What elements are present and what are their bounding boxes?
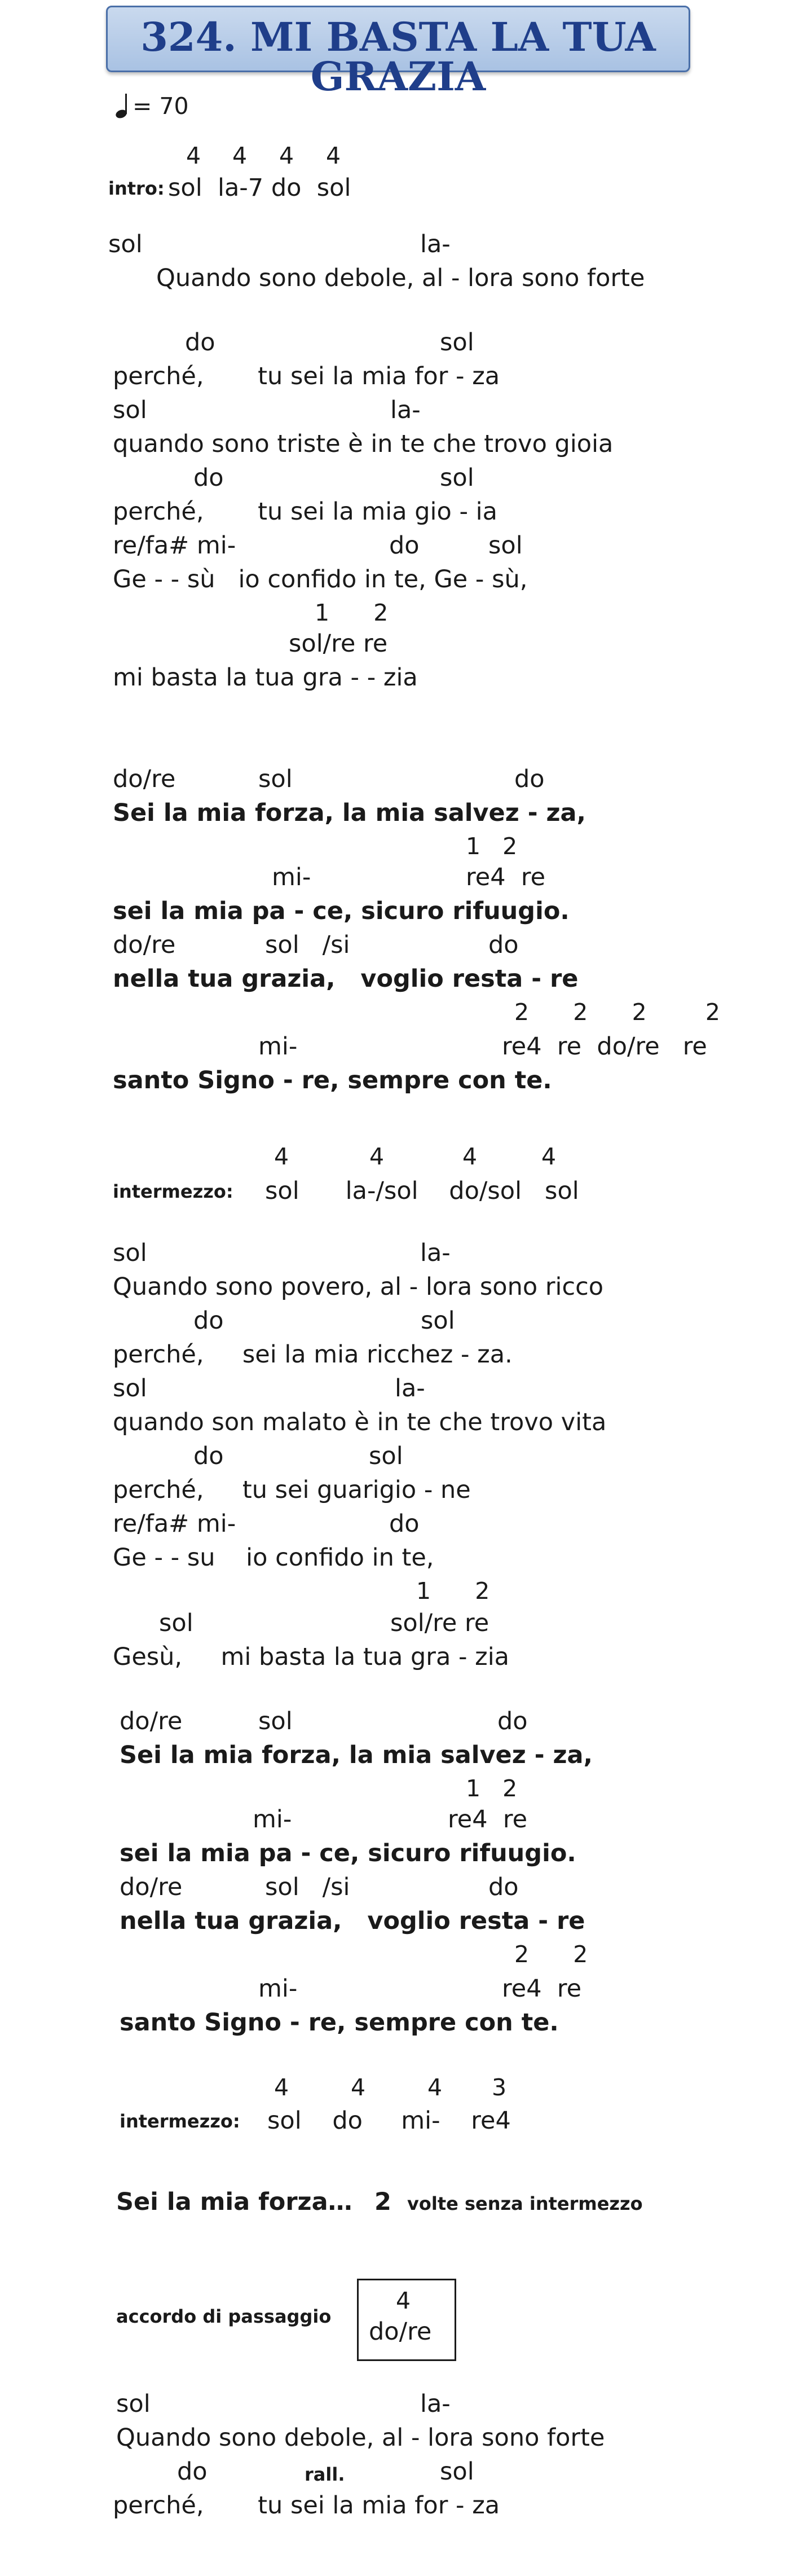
- chord: sol: [440, 328, 474, 357]
- chord: re/fa# mi-: [113, 1510, 236, 1538]
- rall-marking: rall.: [305, 2464, 345, 2485]
- lyric-line: Quando sono debole, al - lora sono forte: [116, 2424, 605, 2452]
- intermezzo-label: intermezzo:: [113, 1181, 233, 1202]
- title-banner: [106, 6, 690, 100]
- intro-beat-2: 4: [232, 142, 248, 169]
- chord: re/fa# mi-: [113, 531, 236, 560]
- chorus-line: Sei la mia forza, la mia salvez - za,: [120, 1741, 593, 1769]
- beat-count: 2 2 2 2: [514, 999, 720, 1026]
- chord: do/re: [120, 1873, 183, 1901]
- chord: sol: [258, 765, 293, 793]
- chord: la-: [420, 1239, 451, 1267]
- chord: sol/re re: [390, 1609, 489, 1637]
- chord: re4 re: [502, 1975, 582, 2003]
- intermezzo-chords: sol la-/sol do/sol sol: [265, 1177, 579, 1205]
- chorus-line: Sei la mia forza, la mia salvez - za,: [113, 799, 586, 827]
- lyric-line: perché, tu sei la mia for - za: [113, 2491, 500, 2520]
- inter2-beat-3: 4: [427, 2074, 443, 2101]
- inter1-beat-2: 4: [369, 1143, 385, 1170]
- lyric-line: perché, tu sei guarigio - ne: [113, 1476, 471, 1504]
- inter2-beat-2: 4: [351, 2074, 366, 2101]
- lyric-line: Quando sono povero, al - lora sono ricco: [113, 1273, 604, 1301]
- beat-count: 1 2: [315, 599, 389, 626]
- chord: do: [514, 765, 545, 793]
- intro-label: intro:: [108, 178, 165, 199]
- beat-count: 2 2: [514, 1941, 588, 1968]
- chord: do: [497, 1707, 528, 1735]
- chord: sol: [440, 2458, 474, 2486]
- chord: re4 re: [448, 1805, 528, 1834]
- chorus-line: sei la mia pa - ce, sicuro rifuugio.: [113, 897, 570, 925]
- chord: do: [389, 1510, 420, 1538]
- chord: do/re: [113, 765, 176, 793]
- chord: do/re: [113, 931, 176, 959]
- chord: do: [177, 2458, 208, 2486]
- chord: re4 re: [466, 863, 546, 891]
- intermezzo-label: intermezzo:: [120, 2111, 240, 2132]
- chord: la-: [395, 1374, 425, 1403]
- inter2-beat-1: 4: [274, 2074, 289, 2101]
- chord: sol: [440, 464, 474, 492]
- inter1-beat-4: 4: [541, 1143, 557, 1170]
- inter1-beat-1: 4: [274, 1143, 289, 1170]
- lyric-line: perché, tu sei la mia for - za: [113, 362, 500, 390]
- intro-chords: sol la-7 do sol: [168, 174, 351, 202]
- beat-count: 1 2: [466, 833, 518, 860]
- chord: sol /si: [265, 1873, 350, 1901]
- chord: mi-: [258, 1032, 298, 1061]
- chord: mi-: [272, 863, 311, 891]
- repeat-note: volte senza intermezzo: [407, 2193, 643, 2214]
- chord: sol: [159, 1609, 193, 1637]
- chord: sol/re re: [289, 630, 388, 658]
- chord: re4 re do/re re: [502, 1032, 707, 1061]
- chord: sol: [113, 1239, 147, 1267]
- chord: la-: [420, 230, 451, 258]
- intro-beat-4: 4: [326, 142, 341, 169]
- chord: do: [193, 464, 224, 492]
- chord: sol: [113, 1374, 147, 1403]
- chord: la-: [390, 396, 421, 424]
- lyric-line: perché, sei la mia ricchez - za.: [113, 1340, 513, 1369]
- lyric-line: Ge - - su io confido in te,: [113, 1544, 434, 1572]
- chord: mi-: [253, 1805, 292, 1834]
- chord: do: [389, 531, 420, 560]
- chord: sol: [113, 396, 147, 424]
- chorus-line: sei la mia pa - ce, sicuro rifuugio.: [120, 1839, 576, 1867]
- song-title: 324. MI BASTA LA TUA GRAZIA: [140, 14, 656, 100]
- lyric-line: Ge - - sù io confido in te, Ge - sù,: [113, 565, 528, 594]
- lyric-line: mi basta la tua gra - - zia: [113, 663, 418, 692]
- chord: do/re: [120, 1707, 183, 1735]
- chord: sol: [369, 1442, 403, 1470]
- lyric-line: quando sono triste è in te che trovo gioia: [113, 430, 614, 458]
- chord: sol: [108, 230, 143, 258]
- chord: sol: [116, 2390, 151, 2418]
- repeat-count: 2: [374, 2188, 391, 2216]
- beat-count: 1 2: [416, 1577, 490, 1604]
- chord: do: [193, 1307, 224, 1335]
- chord: mi-: [258, 1975, 298, 2003]
- chorus-line: santo Signo - re, sempre con te.: [113, 1066, 552, 1094]
- inter1-beat-3: 4: [462, 1143, 478, 1170]
- intermezzo-chords: sol do mi- re4: [267, 2107, 511, 2135]
- lyric-line: quando son malato è in te che trovo vita: [113, 1408, 607, 1436]
- intro-beat-1: 4: [186, 142, 201, 169]
- intro-beat-3: 4: [279, 142, 294, 169]
- lyric-line: Gesù, mi basta la tua gra - zia: [113, 1643, 510, 1671]
- chorus-line: nella tua grazia, voglio resta - re: [113, 965, 579, 993]
- chord: la-: [420, 2390, 451, 2418]
- chord: sol /si: [265, 931, 350, 959]
- chord: sol: [258, 1707, 293, 1735]
- passage-label: accordo di passaggio: [116, 2306, 332, 2327]
- passage-beat: 4: [396, 2287, 411, 2314]
- chord: sol: [421, 1307, 455, 1335]
- passage-chord: do/re: [369, 2318, 432, 2346]
- lyric-line: perché, tu sei la mia gio - ia: [113, 498, 497, 526]
- chord: do: [488, 931, 519, 959]
- inter2-beat-4: 3: [492, 2074, 507, 2101]
- chord: do: [185, 328, 215, 357]
- chord: do: [488, 1873, 519, 1901]
- lyric-line: Quando sono debole, al - lora sono forte: [156, 264, 645, 292]
- repeat-instruction: Sei la mia forza…: [116, 2188, 352, 2216]
- chorus-line: nella tua grazia, voglio resta - re: [120, 1907, 585, 1935]
- chorus-line: santo Signo - re, sempre con te.: [120, 2008, 559, 2037]
- chord: sol: [488, 531, 523, 560]
- tempo: = 70: [133, 93, 189, 120]
- beat-count: 1 2: [466, 1775, 518, 1802]
- chord: do: [193, 1442, 224, 1470]
